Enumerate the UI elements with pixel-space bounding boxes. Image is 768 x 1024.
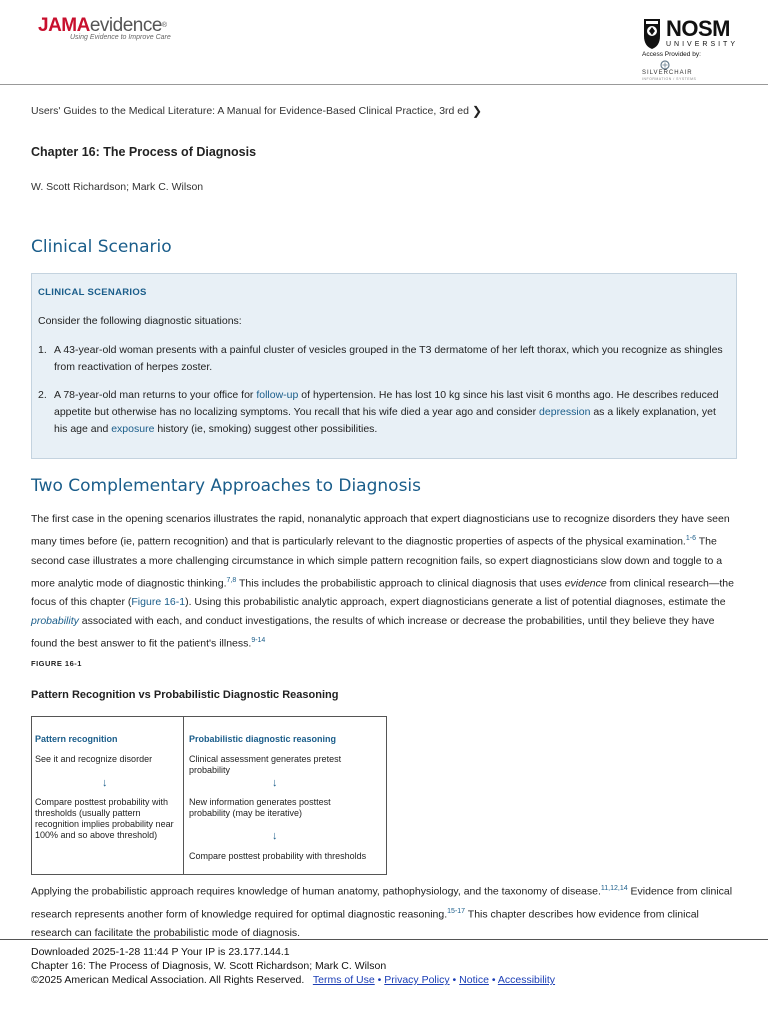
figure-col2-step2: New information generates posttest probability (may be iterative) bbox=[189, 797, 331, 818]
list-item: 1. A 43-year-old woman presents with a painful cluster of vesicles grouped in the T3 dermatome of her left thorax, which you recognize as shingles from reactivation of herpes zoster. bbox=[38, 344, 723, 373]
box-intro: Consider the following diagnostic situations: bbox=[38, 315, 242, 327]
breadcrumb[interactable] bbox=[31, 104, 482, 118]
reference-link[interactable]: 7,8 bbox=[226, 576, 237, 584]
silverchair-icon bbox=[660, 60, 670, 70]
accessibility-link[interactable]: Accessibility bbox=[497, 974, 556, 986]
glossary-link-depression[interactable]: depression bbox=[539, 406, 591, 418]
footer-divider bbox=[0, 939, 768, 940]
footer-copyright-row: ©2025 American Medical Association. All Rights Reserved. Terms of Use • Privacy Policy • Notice • Accessibility bbox=[31, 974, 556, 986]
chapter-authors: W. Scott Richardson; Mark C. Wilson bbox=[31, 181, 204, 193]
figure-col1-heading: Pattern recognition bbox=[35, 734, 118, 744]
arrow-down-icon: ↓ bbox=[272, 830, 278, 842]
figure-col2-heading: Probabilistic diagnostic reasoning bbox=[189, 734, 337, 744]
list-item: 2. A 78-year-old man returns to your office for follow-up of hypertension. He has lost 10 kg since his last visit 6 months ago. He describes reduced appetite but otherwise has no localizing symptoms. You recall that his wife died a year ago and consider depression as a likely explanation, yet his age and exposure history (ie, smoking) suggest other possibilities. bbox=[38, 389, 719, 435]
figure-title: Pattern Recognition vs Probabilistic Diagnostic Reasoning bbox=[31, 689, 339, 701]
chevron-right-icon: ❯ bbox=[471, 104, 483, 118]
figure-col1-step2: Compare posttest probability with thresholds (usually pattern recognition implies probability near 100% and so above threshold) bbox=[35, 797, 174, 840]
figure-col1-step1: See it and recognize disorder bbox=[35, 754, 153, 764]
footer-download-info: Downloaded 2025-1-28 11:44 P Your IP is 23.177.144.1 bbox=[31, 946, 290, 958]
glossary-link-exposure[interactable]: exposure bbox=[111, 423, 155, 435]
reference-link[interactable]: 9-14 bbox=[251, 637, 266, 644]
nosm-title: NOSM bbox=[666, 15, 730, 41]
figure-link[interactable]: Figure 16-1 bbox=[131, 596, 186, 608]
reference-link[interactable]: 15-17 bbox=[447, 907, 466, 915]
figure-label: FIGURE 16-1 bbox=[31, 659, 82, 668]
nosm-subtitle: UNIVERSITY bbox=[666, 40, 739, 48]
reference-link[interactable]: 11,12,14 bbox=[600, 885, 628, 892]
figure-column-divider bbox=[183, 717, 184, 874]
reference-link[interactable]: 1-6 bbox=[685, 535, 696, 542]
privacy-policy-link[interactable]: Privacy Policy bbox=[384, 974, 450, 986]
section-heading-two-approaches: Two Complementary Approaches to Diagnosis bbox=[31, 476, 422, 496]
box-title: CLINICAL SCENARIOS bbox=[38, 287, 147, 298]
chapter-title: Chapter 16: The Process of Diagnosis bbox=[31, 145, 257, 159]
arrow-down-icon: ↓ bbox=[102, 777, 108, 789]
logo-tagline: Using Evidence to Improve Care bbox=[70, 34, 171, 41]
glossary-link-follow-up[interactable]: follow-up bbox=[256, 389, 299, 401]
figure-16-1-table[interactable] bbox=[31, 716, 387, 875]
footer-citation: Chapter 16: The Process of Diagnosis, W. Scott Richardson; Mark C. Wilson bbox=[31, 960, 387, 972]
jama-evidence-logo[interactable]: JAMAevidence® Using Evidence to Improve Care bbox=[38, 15, 171, 41]
access-label: Access Provided by: bbox=[642, 51, 701, 58]
clinical-scenarios-box bbox=[31, 273, 737, 459]
provider-tagline: INFORMATION / SYSTEMS bbox=[642, 77, 697, 81]
nosm-shield-icon bbox=[642, 16, 662, 50]
footer-copyright: ©2025 American Medical Association. All Rights Reserved. bbox=[31, 974, 305, 986]
arrow-down-icon: ↓ bbox=[272, 777, 278, 789]
provider-name: SILVERCHAIR bbox=[642, 70, 693, 76]
figure-col2-step3: Compare posttest probability with thresholds bbox=[189, 851, 367, 861]
section-heading-clinical-scenario: Clinical Scenario bbox=[31, 237, 172, 257]
header-divider bbox=[0, 84, 768, 85]
breadcrumb-book-title[interactable]: Users' Guides to the Medical Literature: A Manual for Evidence-Based Clinical Practice, 3rd ed bbox=[31, 105, 469, 117]
glossary-link-probability[interactable]: probability bbox=[31, 615, 79, 627]
paragraph-probabilistic: Applying the probabilistic approach requires knowledge of human anatomy, pathophysiology, and the taxonomy of disease.$^{11,12,14}$ Evidence from clinical research represents another form of knowledge required for optimal diagnostic reasoning.$^{15-17}$ This chapter describes how evidence from clinical research can facilitate the probabilistic mode of diagnosis. bbox=[31, 885, 733, 939]
figure-col2-step1: Clinical assessment generates pretest probability bbox=[189, 754, 342, 775]
scenario-list bbox=[38, 342, 728, 449]
notice-link[interactable]: Notice bbox=[459, 974, 489, 986]
paragraph-approaches: The first case in the opening scenarios illustrates the rapid, nonanalytic approach that expert diagnosticians use to recognize disorders they have seen many times before (ie, pattern recognition) and that is particularly relevant to the diagnostic properties of aspects of the physical examination.$^{1-6}$ The second case illustrates a more challenging circumstance in which simple pattern recognition fails, so expert diagnosticians slow down and toggle to a more analytic mode of diagnostic thinking.$^{7,8}$ This includes the probabilistic approach to clinical diagnosis that uses evidence from clinical research—the focus of this chapter (Figure 16-1). Using this probabilistic analytic approach, expert diagnosticians generate a list of potential diagnoses, estimate the probability associated with each, and conduct investigations, the results of which increase or decrease the probabilities, until they believe they have found the best answer to fit the patient's illness.$^{9-14}$ bbox=[31, 513, 734, 650]
institution-logo bbox=[642, 16, 752, 82]
terms-of-use-link[interactable]: Terms of Use bbox=[312, 974, 375, 986]
